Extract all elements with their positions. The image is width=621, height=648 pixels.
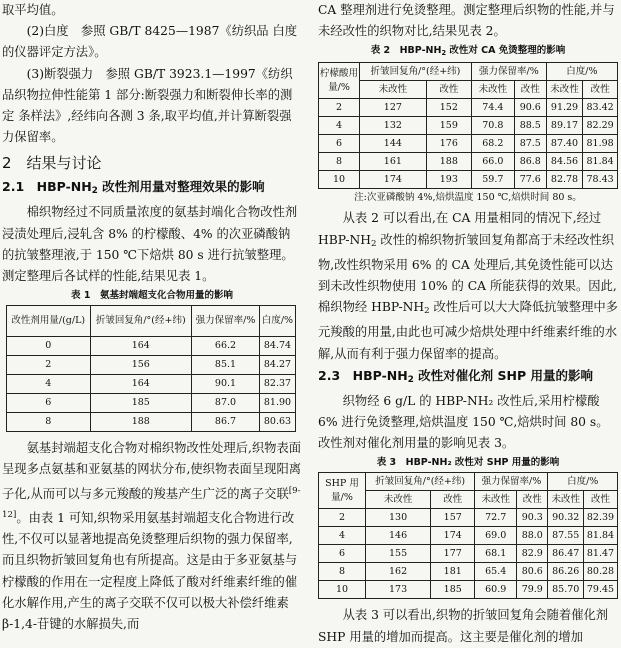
table-header-cell: 未改性 — [475, 491, 517, 509]
table-cell: 4 — [7, 375, 91, 394]
table-cell: 90.1 — [192, 375, 260, 394]
table-header-cell: 未改性 — [548, 491, 584, 509]
table-row — [7, 394, 296, 413]
table-header-cell: 改性 — [426, 81, 471, 99]
paragraph: 棉织物经过不同质量浓度的氨基封端化合物改性剂浸渍处理后,浸轧含 8% 的柠檬酸、4% 的次亚磷酸钠的抗皱整理液,于 150 ℃下焙烘 80 s 进行抗皱整理。测定整理后各试样的性能,结果见表 1。 — [2, 205, 298, 284]
table-header-cell: 折皱回复角/°(经+纬) — [90, 306, 192, 337]
paragraph: 取平均值。 — [2, 3, 64, 17]
table-cell: 88.5 — [514, 117, 546, 135]
table-row — [319, 117, 618, 135]
table-cell: 80.28 — [584, 563, 618, 581]
table-cell: 80.6 — [517, 563, 548, 581]
table-cell: 87.55 — [548, 527, 584, 545]
table-cell: 193 — [426, 171, 471, 189]
table-cell: 10 — [319, 171, 360, 189]
table-cell: 2 — [7, 356, 91, 375]
table-cell: 81.90 — [259, 394, 295, 413]
table-cell: 6 — [319, 135, 360, 153]
table-cell: 86.26 — [548, 563, 584, 581]
table-header-cell: 改性剂用量/(g/L) — [7, 306, 91, 337]
table-cell: 87.5 — [514, 135, 546, 153]
table-cell: 173 — [366, 581, 431, 599]
table-cell: 60.9 — [475, 581, 517, 599]
table-cell: 162 — [366, 563, 431, 581]
table-cell: 174 — [360, 171, 427, 189]
table-header-cell: 改性 — [584, 491, 618, 509]
table-cell: 81.98 — [583, 135, 618, 153]
table-cell: 66.0 — [471, 153, 514, 171]
table-cell: 6 — [7, 394, 91, 413]
table-cell: 10 — [319, 581, 366, 599]
table-cell: 82.39 — [584, 509, 618, 527]
table-cell: 86.47 — [548, 545, 584, 563]
table-header-cell: 强力保留率/% — [192, 306, 260, 337]
table-header-cell: 柠檬酸用量/% — [319, 63, 360, 99]
table-cell: 159 — [426, 117, 471, 135]
table-row — [319, 135, 618, 153]
table-header-cell: 强力保留率/% — [471, 63, 546, 81]
table-cell: 8 — [319, 153, 360, 171]
table-cell: 66.2 — [192, 337, 260, 356]
table-cell: 185 — [90, 394, 192, 413]
table-cell: 161 — [360, 153, 427, 171]
table-cell: 174 — [431, 527, 475, 545]
table-cell: 90.3 — [517, 509, 548, 527]
table-header-row — [319, 63, 618, 81]
paragraph: (2)白度 参照 GB/T 8425—1987《纺织品 白度的仪器评定方法》。 — [2, 24, 298, 60]
table-cell: 82.37 — [259, 375, 295, 394]
paragraph: 从表 3 可以看出,织物的折皱回复角会随着催化剂 SHP 用量的增加而提高。这主要是催化剂的增加 — [318, 608, 609, 644]
table-cell: 74.4 — [471, 99, 514, 117]
table-1 — [6, 305, 296, 432]
table-cell: 144 — [360, 135, 427, 153]
table-cell: 87.0 — [192, 394, 260, 413]
section-heading: 2 结果与讨论 — [2, 154, 102, 173]
table-cell: 127 — [360, 99, 427, 117]
table-cell: 155 — [366, 545, 431, 563]
table-header-cell: 未改性 — [471, 81, 514, 99]
table-cell: 181 — [431, 563, 475, 581]
table-2-note: 注:次亚磷酸钠 4%,焙烘温度 150 ℃,焙烘时间 80 s。 — [354, 192, 582, 204]
table-header-cell: 白度/% — [546, 63, 617, 81]
paragraph: CA 整理剂进行免烫整理。测定整理后织物的性能,并与未经改性的织物对比,结果见表 2。 — [318, 3, 615, 39]
table-cell: 86.7 — [192, 413, 260, 432]
table-cell: 72.7 — [475, 509, 517, 527]
table-cell: 188 — [90, 413, 192, 432]
table-row — [319, 509, 618, 527]
table-cell: 4 — [319, 527, 366, 545]
table-cell: 2 — [319, 99, 360, 117]
table-cell: 81.84 — [583, 153, 618, 171]
table-row — [319, 527, 618, 545]
table-2-caption: 表 2 HBP-$NH_2$ 改性对 CA 免烫整理的影响 — [370, 45, 566, 58]
table-header-row — [7, 306, 296, 337]
table-cell: 80.63 — [259, 413, 295, 432]
table-cell: 82.78 — [546, 171, 582, 189]
table-cell: 59.7 — [471, 171, 514, 189]
table-header-cell: 改性 — [583, 81, 618, 99]
table-cell: 176 — [426, 135, 471, 153]
table-header-cell: 折皱回复角/°(经+纬) — [366, 473, 475, 491]
table-cell: 81.84 — [584, 527, 618, 545]
table-cell: 90.6 — [514, 99, 546, 117]
table-row — [7, 356, 296, 375]
table-cell: 87.40 — [546, 135, 582, 153]
table-cell: 85.70 — [548, 581, 584, 599]
table-cell: 83.42 — [583, 99, 618, 117]
table-row — [7, 413, 296, 432]
table-header-cell: 强力保留率/% — [475, 473, 548, 491]
table-header-cell: SHP 用量/% — [319, 473, 366, 509]
table-cell: 164 — [90, 375, 192, 394]
table-cell: 86.8 — [514, 153, 546, 171]
paragraph: 从表 2 可以看出,在 CA 用量相同的情况下,经过 HBP-$NH_2$ 改性的棉织物折皱回复角都高于未经改性织物,改性织物采用 6% 的 CA 处理后,其免烫性能可以达到未改性织物使用 10% 的 CA 所能获得的效果。因此,棉织物经 HBP-$NH_2$ 改性后可以大大降低抗皱整理中多元羧酸的用量,由此也可减少焙烘处理中纤维素纤维的水解,从而有利于强力保留率的提高。 — [318, 211, 618, 361]
table-header-cell: 改性 — [514, 81, 546, 99]
paragraph: 织物经 6 g/L 的 HBP-NH₂ 改性后,采用柠檬酸 6% 进行免烫整理,焙烘温度 150 ℃,焙烘时间 80 s。改性剂对催化剂用量的影响见表 3。 — [318, 393, 609, 451]
right-column — [318, 0, 618, 648]
table-header-cell: 改性 — [431, 491, 475, 509]
table-cell: 6 — [319, 545, 366, 563]
table-cell: 84.56 — [546, 153, 582, 171]
table-cell: 156 — [90, 356, 192, 375]
table-header-cell: 改性 — [517, 491, 548, 509]
table-header-cell: 未改性 — [546, 81, 582, 99]
table-cell: 0 — [7, 337, 91, 356]
table-cell: 79.9 — [517, 581, 548, 599]
subsection-heading-2-3: 2.3 HBP-$NH_2$ 改性对催化剂 SHP 用量的影响 — [318, 367, 593, 385]
table-cell: 82.9 — [517, 545, 548, 563]
table-cell: 77.6 — [514, 171, 546, 189]
subsection-heading-2-1: 2.1 HBP-$NH_2$ 改性剂用量对整理效果的影响 — [2, 179, 265, 197]
table-cell: 85.1 — [192, 356, 260, 375]
table-2 — [318, 62, 618, 189]
table-cell: 177 — [431, 545, 475, 563]
table-header-cell: 白度/% — [548, 473, 618, 491]
table-3-caption: 表 3 HBP-NH₂ 改性对 SHP 用量的影响 — [376, 457, 560, 469]
table-1-caption: 表 1 氨基封端超支化合物用量的影响 — [71, 290, 233, 302]
table-header-row — [319, 81, 618, 99]
table-cell: 82.29 — [583, 117, 618, 135]
table-cell: 157 — [431, 509, 475, 527]
table-cell: 68.1 — [475, 545, 517, 563]
table-cell: 8 — [319, 563, 366, 581]
table-cell: 132 — [360, 117, 427, 135]
table-cell: 164 — [90, 337, 192, 356]
table-cell: 84.27 — [259, 356, 295, 375]
table-cell: 70.8 — [471, 117, 514, 135]
table-header-cell: 未改性 — [360, 81, 427, 99]
table-cell: 68.2 — [471, 135, 514, 153]
table-cell: 81.47 — [584, 545, 618, 563]
table-header-row — [319, 473, 618, 491]
table-header-cell: 未改性 — [366, 491, 431, 509]
table-row — [7, 375, 296, 394]
paragraph: (3)断裂强力 参照 GB/T 3923.1—1997《纺织品织物拉伸性能第 1 部分:断裂强力和断裂伸长率的测定 条样法》,经纬向各测 3 条,取平均值,并计算断裂强力保留率。 — [2, 66, 293, 145]
table-cell: 130 — [366, 509, 431, 527]
table-row — [319, 563, 618, 581]
table-header-cell: 折皱回复角/°(经+纬) — [360, 63, 472, 81]
table-cell: 152 — [426, 99, 471, 117]
table-row — [319, 153, 618, 171]
table-cell: 146 — [366, 527, 431, 545]
table-cell: 90.32 — [548, 509, 584, 527]
left-column — [2, 0, 302, 635]
table-cell: 8 — [7, 413, 91, 432]
table-cell: 79.45 — [584, 581, 618, 599]
table-row — [319, 99, 618, 117]
table-cell: 2 — [319, 509, 366, 527]
table-cell: 4 — [319, 117, 360, 135]
table-cell: 78.43 — [583, 171, 618, 189]
table-row — [319, 545, 618, 563]
table-cell: 88.0 — [517, 527, 548, 545]
table-cell: 69.0 — [475, 527, 517, 545]
table-cell: 84.74 — [259, 337, 295, 356]
paragraph: 氨基封端超支化合物对棉织物改性处理后,织物表面呈现多点氨基和亚氨基的网状分布,使织物表面呈现阳离子化,从而可以与多元羧酸的羧基产生广泛的离子交联[9-12]。由表 1 可知,织物采用氨基封端超支化合物进行改性,不仅可以显著地提高免烫整理后织物的强力保留率,而且织物折皱回复角也有所提高。这是由于多亚氨基与柠檬酸的作用在一定程度上降低了酸对纤维素纤维的催化水解作用,产生的离子交联不仅可以极大补偿纤维素 β-1,4-苷键的水解损失,而 — [2, 441, 302, 632]
table-3 — [318, 472, 618, 599]
table-row — [319, 171, 618, 189]
table-cell: 91.29 — [546, 99, 582, 117]
table-cell: 185 — [431, 581, 475, 599]
table-cell: 89.17 — [546, 117, 582, 135]
table-cell: 188 — [426, 153, 471, 171]
table-cell: 65.4 — [475, 563, 517, 581]
table-row — [7, 337, 296, 356]
table-header-cell: 白度/% — [259, 306, 295, 337]
